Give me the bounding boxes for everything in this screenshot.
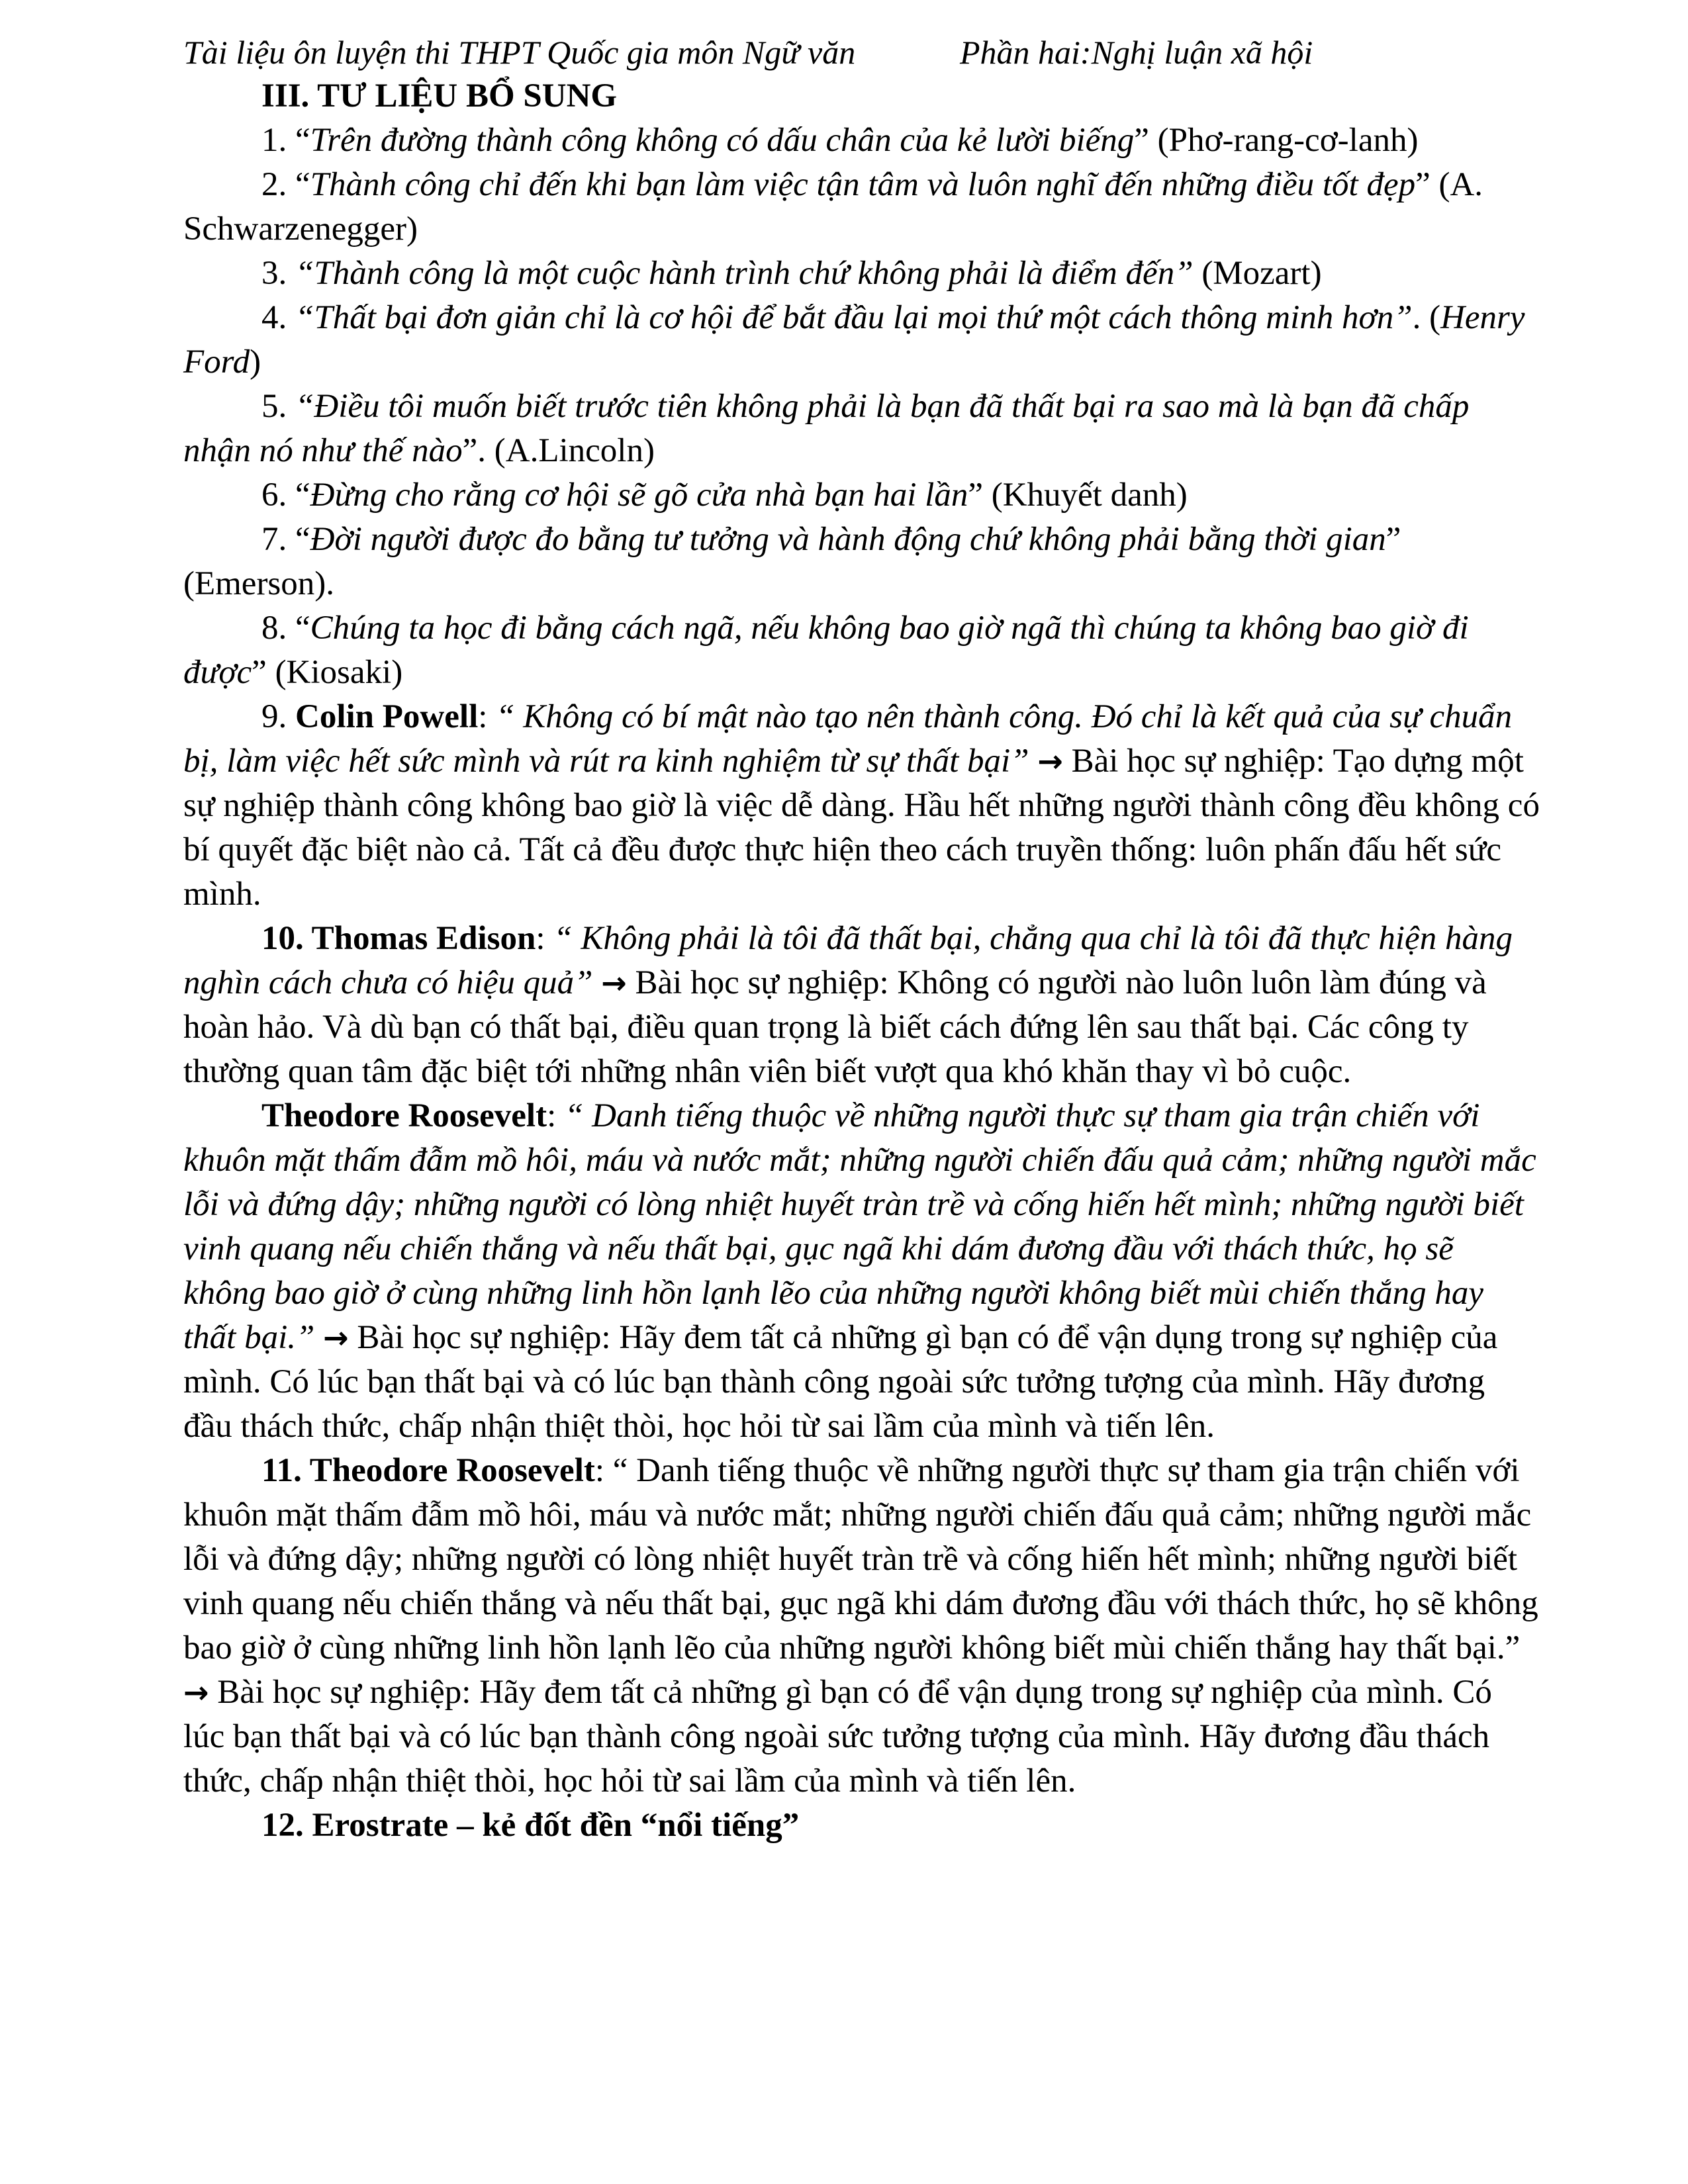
arrow-right-icon: →	[601, 965, 627, 1001]
quote-12-heading: 12. Erostrate – kẻ đốt đền “nổi tiếng”	[261, 1807, 800, 1844]
quote-9: 9. Colin Powell: “ Không có bí mật nào tạo nên thành công. Đó chỉ là kết quả của sự chuẩn bị, làm việc hết sức mình và rút ra kinh nghiệm từ sự thất bại” → Bài học sự nghiệp: Tạo dựng một sự nghiệp thành công không bao giờ là việc dễ dàng. Hầu hết những người thành công đều không có bí quyết đặc biệt nào cả. Tất cả đều được thực hiện theo cách truyền thống: luôn phấn đấu hết sức mình.	[183, 698, 1540, 913]
arrow-right-icon: →	[1037, 743, 1063, 779]
quote-10: 10. Thomas Edison: “ Không phải là tôi đã thất bại, chẳng qua chỉ là tôi đã thực hiện hàng nghìn cách chưa có hiệu quả” → Bài học sự nghiệp: Không có người nào luôn luôn làm đúng và hoàn hảo. Và dù bạn có thất bại, điều quan trọng là biết cách đứng lên sau thất bại. Các công ty thường quan tâm đặc biệt tới những nhân viên biết vượt qua khó khăn thay vì bỏ cuộc.	[183, 920, 1513, 1090]
quote-3: 3. “Thành công là một cuộc hành trình chứ không phải là điểm đến” (Mozart)	[261, 255, 1322, 292]
quote-11: 11. Theodore Roosevelt: “ Danh tiếng thuộc về những người thực sự tham gia trận chiến với khuôn mặt thấm đẫm mồ hôi, máu và nước mắt; những người chiến đấu quả cảm; những người mắc lỗi và đứng dậy; những người có lòng nhiệt huyết tràn trề và cống hiến hết mình; những người biết vinh quang nếu chiến thắng và nếu thất bại, gục ngã khi dám đương đầu với thách thức, họ sẽ không bao giờ ở cùng những linh hồn lạnh lẽo của những người không biết mùi chiến thắng hay thất bại.” → Bài học sự nghiệp: Hãy đem tất cả những gì bạn có để vận dụng trong sự nghiệp của mình. Có lúc bạn thất bại và có lúc bạn thành công ngoài sức tưởng tượng của mình. Hãy đương đầu thách thức, chấp nhận thiệt thòi, học hỏi từ sai lầm của mình và tiến lên.	[183, 1452, 1538, 1799]
header-left: Tài liệu ôn luyện thi THPT Quốc gia môn Ngữ văn	[183, 34, 856, 71]
quote-roosevelt-italic: Theodore Roosevelt: “ Danh tiếng thuộc về những người thực sự tham gia trận chiến với khuôn mặt thấm đẫm mồ hôi, máu và nước mắt; những người chiến đấu quả cảm; những người mắc lỗi và đứng dậy; những người có lòng nhiệt huyết tràn trề và cống hiến hết mình; những người biết vinh quang nếu chiến thắng và nếu thất bại, gục ngã khi dám đương đầu với thách thức, họ sẽ không bao giờ ở cùng những linh hồn lạnh lẽo của những người không biết mùi chiến thắng hay thất bại.” → Bài học sự nghiệp: Hãy đem tất cả những gì bạn có để vận dụng trong sự nghiệp của mình. Có lúc bạn thất bại và có lúc bạn thành công ngoài sức tưởng tượng của mình. Hãy đương đầu thách thức, chấp nhận thiệt thòi, học hỏi từ sai lầm của mình và tiến lên.	[183, 1097, 1536, 1445]
quote-6: 6. “Đừng cho rằng cơ hội sẽ gõ cửa nhà bạn hai lần” (Khuyết danh)	[261, 477, 1188, 514]
quote-2: 2. “Thành công chỉ đến khi bạn làm việc tận tâm và luôn nghĩ đến những điều tốt đẹp” (A. Schwarzenegger)	[183, 166, 1483, 248]
quote-5: 5. “Điều tôi muốn biết trước tiên không phải là bạn đã thất bại ra sao mà là bạn đã chấp nhận nó như thế nào”. (A.Lincoln)	[183, 388, 1470, 469]
arrow-right-icon: →	[183, 1674, 209, 1710]
quote-1: 1. “Trên đường thành công không có dấu chân của kẻ lười biếng” (Phơ-rang-cơ-lanh)	[261, 122, 1419, 159]
quote-8: 8. “Chúng ta học đi bằng cách ngã, nếu không bao giờ ngã thì chúng ta không bao giờ đi được” (Kiosaki)	[183, 610, 1469, 691]
arrow-right-icon: →	[323, 1320, 349, 1355]
section-title: III. TƯ LIỆU BỔ SUNG	[261, 77, 618, 114]
header-right: Phần hai:Nghị luận xã hội	[960, 34, 1313, 71]
document-body	[183, 74, 1540, 1848]
quote-4: 4. “Thất bại đơn giản chỉ là cơ hội để bắt đầu lại mọi thứ một cách thông minh hơn”. (Henry Ford)	[183, 299, 1525, 381]
quote-7: 7. “Đời người được đo bằng tư tưởng và hành động chứ không phải bằng thời gian” (Emerson).	[183, 521, 1401, 602]
